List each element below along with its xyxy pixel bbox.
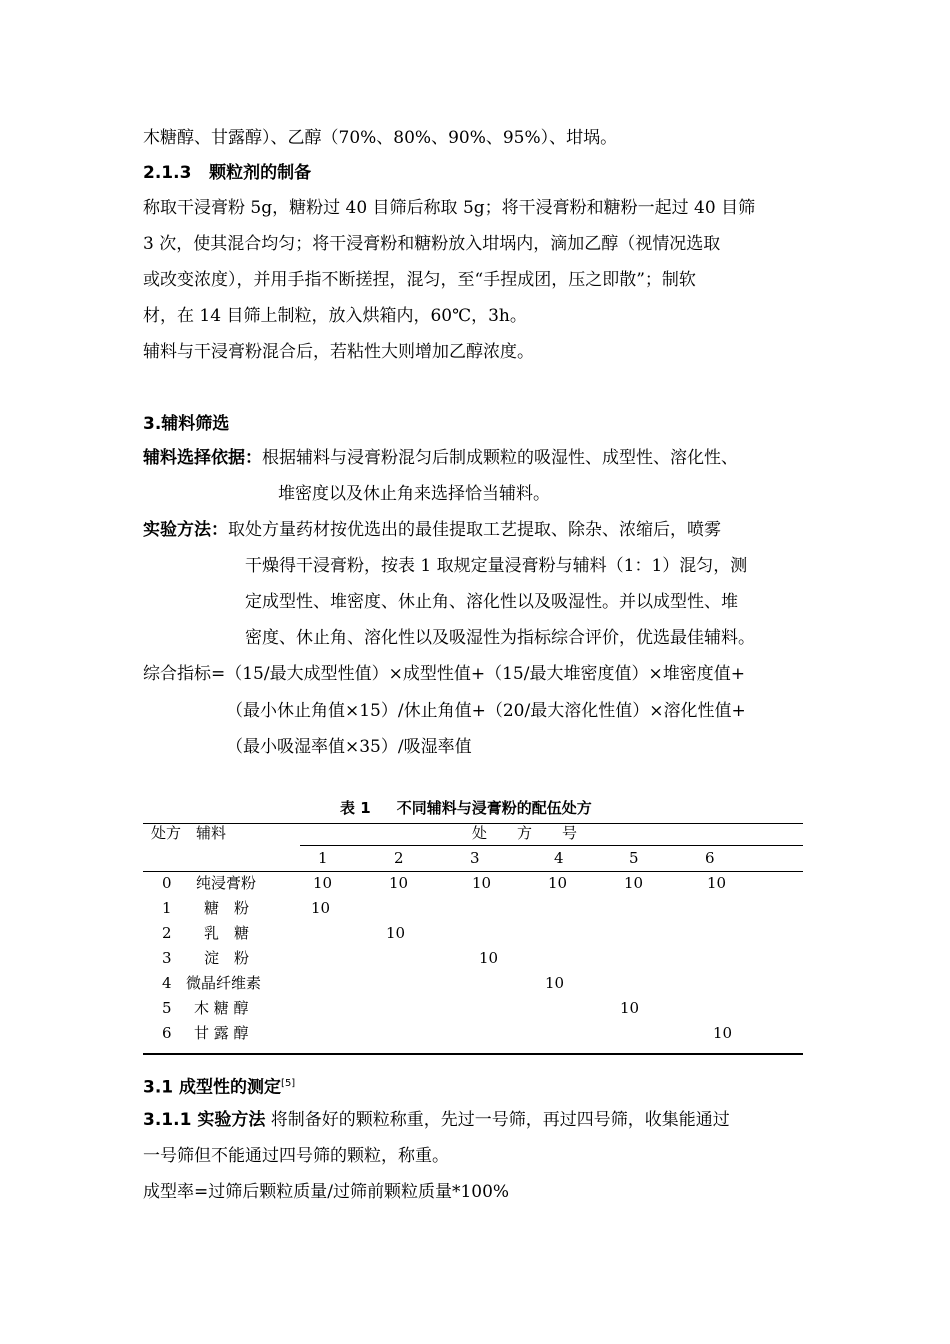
- yield-formula: 成型率=过筛后颗粒质量/过筛前颗粒质量*100%: [143, 1182, 510, 1202]
- method-line-4: 密度、休止角、溶化性以及吸湿性为指标综合评价，优选最佳辅料。: [245, 628, 755, 648]
- prep-line-3: 或改变浓度），并用手指不断搓捏，混匀，至“手捏成团，压之即散”；制软: [143, 270, 696, 290]
- table-header-left: 处方 辅料: [151, 824, 227, 842]
- row-value: 10: [707, 874, 727, 892]
- row-value: 10: [386, 924, 406, 942]
- section-title: 3.1 成型性的测定: [143, 1077, 282, 1098]
- method-text-1: 取处方量药材按优选出的最佳提取工艺提取、除杂、浓缩后，喷雾: [228, 520, 721, 540]
- prep-line-4: 材，在 14 目筛上制粒，放入烘箱内，60℃，3h。: [143, 306, 527, 326]
- method-line-2: 干燥得干浸膏粉，按表 1 取规定量浸膏粉与辅料（1：1）混匀，测: [245, 556, 748, 576]
- citation-ref: [5]: [281, 1078, 296, 1089]
- section-heading-3: 3.辅料筛选: [143, 414, 230, 434]
- basis-line-2: 堆密度以及休止角来选择恰当辅料。: [278, 484, 550, 504]
- row-name: 甘 露 醇: [194, 1024, 249, 1042]
- prep-line-1: 称取干浸膏粉 5g，糖粉过 40 目筛后称取 5g；将干浸膏粉和糖粉一起过 40 目筛: [143, 198, 756, 218]
- col-number: 4: [554, 849, 564, 867]
- formula-line-2: （最小休止角值×15）/休止角值+（20/最大溶化性值）×溶化性值+: [226, 701, 746, 721]
- row-id: 5: [162, 999, 172, 1017]
- row-value: 10: [620, 999, 640, 1017]
- basis-line-1: [143, 447, 738, 469]
- method-311-line-1: [143, 1109, 730, 1131]
- method-311-line-2: 一号筛但不能通过四号筛的颗粒，称重。: [143, 1146, 449, 1166]
- row-value: 10: [479, 949, 499, 967]
- row-value: 10: [624, 874, 644, 892]
- intro-paragraph: 木糖醇、甘露醇）、乙醇（70%、80%、90%、95%）、坩埚。: [143, 128, 618, 148]
- row-id: 2: [162, 924, 172, 942]
- table-caption-title: 不同辅料与浸膏粉的配伍处方: [396, 799, 592, 817]
- row-id: 1: [162, 899, 172, 917]
- row-name: 乳 糖: [204, 924, 250, 942]
- prep-line-5: 辅料与干浸膏粉混合后，若粘性大则增加乙醇浓度。: [143, 342, 534, 362]
- section-heading-3-1: [143, 1073, 295, 1099]
- row-name: 糖 粉: [204, 899, 250, 917]
- prep-line-2: 3 次，使其混合均匀；将干浸膏粉和糖粉放入坩埚内，滴加乙醇（视情况选取: [143, 234, 721, 254]
- basis-label: 辅料选择依据：: [143, 448, 262, 468]
- row-value: 10: [472, 874, 492, 892]
- formula-line-3: （最小吸湿率值×35）/吸湿率值: [226, 737, 472, 757]
- row-id: 0: [162, 874, 172, 892]
- table-header-rule: [143, 871, 803, 872]
- row-value: 10: [545, 974, 565, 992]
- method-line-3: 定成型性、堆密度、休止角、溶化性以及吸湿性。并以成型性、堆: [245, 592, 738, 612]
- section-title: 颗粒剂的制备: [209, 163, 312, 183]
- table-caption: [340, 798, 592, 818]
- row-id: 3: [162, 949, 172, 967]
- row-value: 10: [311, 899, 331, 917]
- col-number: 6: [705, 849, 715, 867]
- row-name: 纯浸膏粉: [196, 874, 257, 892]
- row-id: 6: [162, 1024, 172, 1042]
- method-line-1: [143, 519, 721, 541]
- row-value: 10: [389, 874, 409, 892]
- col-number: 3: [470, 849, 480, 867]
- section-number: 2.1.3: [143, 163, 192, 183]
- col-number: 5: [629, 849, 639, 867]
- row-name: 淀 粉: [204, 949, 250, 967]
- formula-line-1: 综合指标=（15/最大成型性值）×成型性值+（15/最大堆密度值）×堆密度值+: [143, 664, 745, 684]
- table-caption-number: 表 1: [340, 799, 371, 817]
- method-label: 实验方法：: [143, 520, 228, 540]
- basis-text-1: 根据辅料与浸膏粉混匀后制成颗粒的吸湿性、成型性、溶化性、: [262, 448, 738, 468]
- col-number: 2: [394, 849, 404, 867]
- table-mid-rule: [300, 845, 803, 846]
- col-number: 1: [318, 849, 328, 867]
- row-name: 微晶纤维素: [186, 974, 262, 992]
- row-id: 4: [162, 974, 172, 992]
- table-header-group: 处 方 号: [472, 824, 578, 842]
- table-bottom-rule: [143, 1053, 803, 1055]
- row-name: 木 糖 醇: [194, 999, 249, 1017]
- section-heading-2-1-3: [143, 162, 311, 184]
- row-value: 10: [548, 874, 568, 892]
- row-value: 10: [313, 874, 333, 892]
- row-value: 10: [713, 1024, 733, 1042]
- method-311-label: 3.1.1 实验方法: [143, 1110, 266, 1130]
- method-311-text-1: 将制备好的颗粒称重，先过一号筛，再过四号筛，收集能通过: [270, 1110, 730, 1130]
